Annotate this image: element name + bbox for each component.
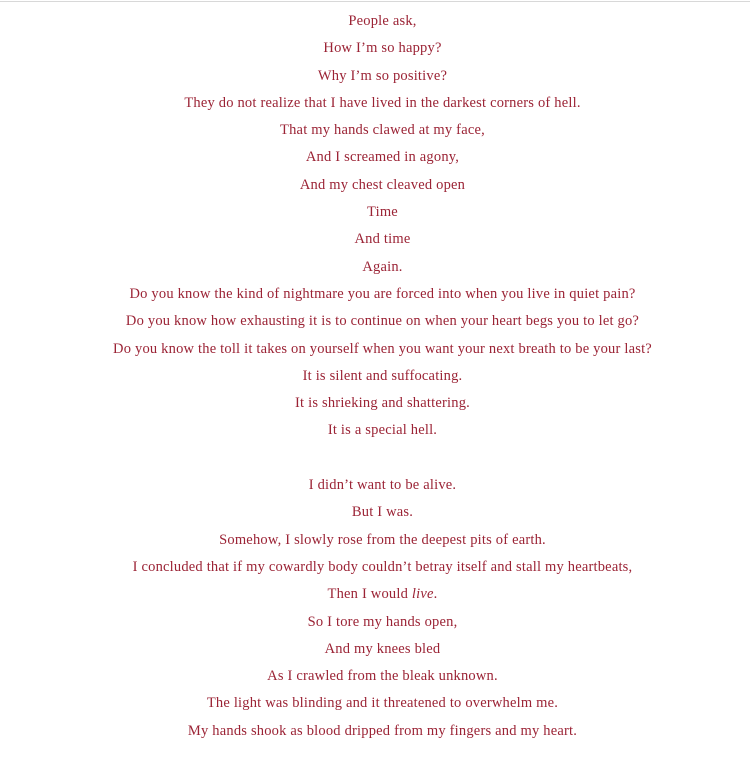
poem-line: Time [367,204,398,221]
poem-line [0,581,750,608]
poem-line: How I’m so happy? [323,40,442,57]
poem-line: It is shrieking and shattering. [295,395,470,412]
poem-line: But I was. [351,504,414,521]
stanza-break [0,445,750,472]
poem-line: Do you know the toll it takes on yourself when you want your next breath to be your last? [113,340,652,357]
line-text: . [433,586,438,603]
poem-line: Somehow, I slowly rose from the deepest pits of earth. [219,531,546,548]
poem-line: Again. [362,258,403,275]
stanza-2-rest [0,609,750,745]
top-divider [0,1,750,2]
poem-line: And time [354,231,411,248]
poem-line: They do not realize that I have lived in the darkest corners of hell. [184,94,581,111]
stanza-1 [0,8,750,445]
poem-line: It is silent and suffocating. [302,367,463,384]
poem-line: Why I’m so positive? [317,67,448,84]
poem-line: So I tore my hands open, [307,613,458,630]
poem-line: My hands shook as blood dripped from my fingers and my heart. [187,722,578,739]
stanza-2 [0,472,750,581]
poem-line: And I screamed in agony, [305,149,460,166]
poem-line: The light was blinding and it threatened to overwhelm me. [206,695,559,712]
poem-line: Do you know the kind of nightmare you are forced into when you live in quiet pain? [129,285,636,302]
italic-word: live [411,586,434,603]
poem-line: It is a special hell. [327,422,438,439]
poem-line: That my hands clawed at my face, [280,122,485,139]
poem-line: People ask, [348,13,417,29]
poem-line: As I crawled from the bleak unknown. [267,668,498,685]
poem-line: Do you know how exhausting it is to continue on when your heart begs you to let go? [125,313,640,330]
poem-line: And my knees bled [324,640,441,657]
poem [0,8,750,745]
poem-line: I concluded that if my cowardly body couldn’t betray itself and stall my heartbeats, [132,558,633,575]
line-text: Then I would [327,586,412,603]
poem-line: And my chest cleaved open [299,176,466,193]
poem-line: I didn’t want to be alive. [308,477,457,494]
